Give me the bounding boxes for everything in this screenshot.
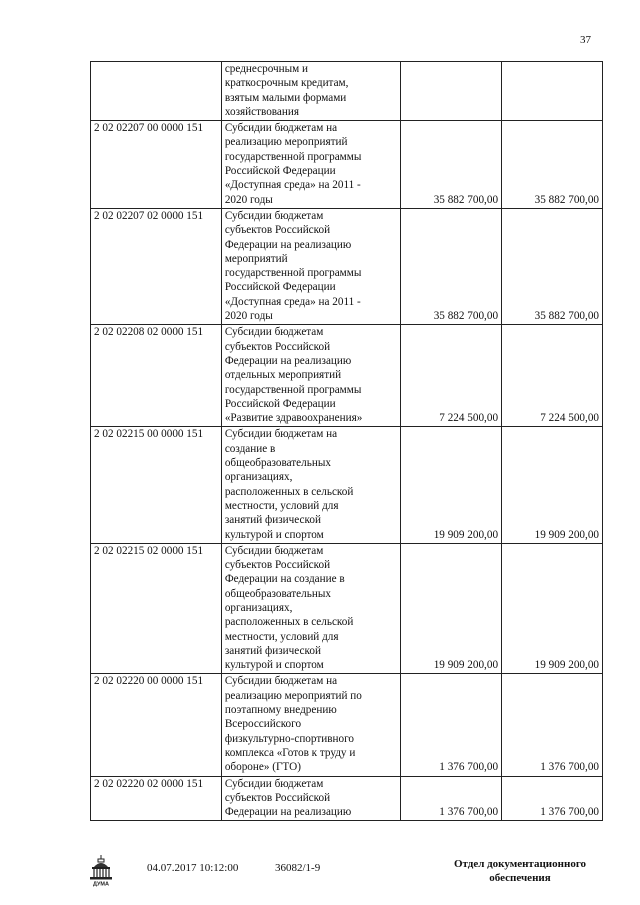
description-line: поэтапному внедрению [224,704,337,717]
amount-cell-2 [502,62,603,121]
description-line: отдельных мероприятий [224,369,342,382]
description-line: местности, условий для [224,630,339,643]
budget-code-cell [91,62,222,121]
description-line: реализацию мероприятий по [224,689,362,702]
budget-code-cell: 2 02 02220 00 0000 151 [91,674,222,776]
table-row [91,543,603,674]
logo-text: ДУМА [93,881,109,887]
description-line: Субсидии бюджетам [224,777,324,790]
table-row [91,121,603,209]
description-line: Федерации на реализацию [224,806,352,819]
budget-code-cell: 2 02 02207 00 0000 151 [91,121,222,209]
description-line: государственной программы [224,150,362,163]
description-line: физкультурно-спортивного [224,732,354,745]
description-cell [221,674,400,776]
amount-cell-2: 7 224 500,00 [502,325,603,427]
description-line: обороне» (ГТО) [224,761,301,774]
description-line: общеобразовательных [224,587,331,600]
table-row [91,776,603,821]
description-line: организациях, [224,471,293,484]
description-line: субъектов Российской [224,340,331,353]
budget-code-cell: 2 02 02220 02 0000 151 [91,776,222,821]
description-line: занятий физической [224,514,321,527]
description-line: мероприятий [224,252,288,265]
amount-cell-1: 1 376 700,00 [401,776,502,821]
description-line: взятым малыми формами [224,91,347,104]
budget-table-body [91,62,603,821]
description-line: Всероссийского [224,718,302,731]
description-line: комплекса «Готов к труду и [224,746,356,759]
amount-cell-1: 35 882 700,00 [401,208,502,324]
description-cell [221,208,400,324]
footer-department-line2: обеспечения [489,872,551,884]
description-line: занятий физической [224,644,321,657]
description-line: «Доступная среда» на 2011 - [224,295,361,308]
table-row [91,325,603,427]
description-line: реализацию мероприятий [224,136,348,149]
page-number: 37 [580,34,591,46]
description-line: Федерации на реализацию [224,238,352,251]
description-line: местности, условий для [224,499,339,512]
footer-department-line1: Отдел документационного [453,858,587,870]
amount-cell-1: 7 224 500,00 [401,325,502,427]
description-cell [221,776,400,821]
budget-code-cell: 2 02 02207 02 0000 151 [91,208,222,324]
amount-cell-1: 35 882 700,00 [401,121,502,209]
page-footer [0,852,640,892]
description-line: Федерации на создание в [224,573,345,586]
description-line: государственной программы [224,267,362,280]
table-row [91,208,603,324]
description-line: организациях, [224,601,293,614]
description-line: Субсидии бюджетам [224,209,324,222]
description-line: субъектов Российской [224,791,331,804]
budget-table [90,61,603,821]
description-line: «Доступная среда» на 2011 - [224,179,361,192]
description-line: Субсидии бюджетам на [224,428,338,441]
amount-cell-2: 35 882 700,00 [502,208,603,324]
description-line: Российской Федерации [224,281,336,294]
description-line: Российской Федерации [224,165,336,178]
description-cell [221,62,400,121]
description-line: Субсидии бюджетам на [224,675,338,688]
description-line: 2020 годы [224,310,273,323]
budget-code-cell: 2 02 02215 02 0000 151 [91,543,222,674]
description-line: культурой и спортом [224,528,324,541]
amount-cell-1: 1 376 700,00 [401,674,502,776]
description-line: культурой и спортом [224,659,324,672]
description-cell [221,121,400,209]
description-line: краткосрочным кредитам, [224,77,349,90]
budget-code-cell: 2 02 02208 02 0000 151 [91,325,222,427]
description-line: Субсидии бюджетам [224,326,324,339]
description-line: государственной программы [224,383,362,396]
amount-cell-1 [401,62,502,121]
description-line: общеобразовательных [224,457,331,470]
description-line: хозяйствования [224,105,300,118]
description-line: расположенных в сельской [224,485,354,498]
duma-logo-icon [88,853,114,887]
description-line: субъектов Российской [224,224,331,237]
footer-datetime: 04.07.2017 10:12:00 [147,862,239,874]
description-line: Федерации на реализацию [224,354,352,367]
table-row [91,427,603,543]
footer-department [440,857,600,885]
amount-cell-1: 19 909 200,00 [401,427,502,543]
amount-cell-2: 19 909 200,00 [502,543,603,674]
amount-cell-2: 1 376 700,00 [502,674,603,776]
description-line: «Развитие здравоохранения» [224,412,363,425]
description-line: Российской Федерации [224,397,336,410]
table-row [91,674,603,776]
table-row [91,62,603,121]
description-line: 2020 годы [224,193,273,206]
budget-code-cell: 2 02 02215 00 0000 151 [91,427,222,543]
description-line: Субсидии бюджетам [224,544,324,557]
amount-cell-2: 35 882 700,00 [502,121,603,209]
description-cell [221,543,400,674]
description-line: Субсидии бюджетам на [224,122,338,135]
amount-cell-2: 19 909 200,00 [502,427,603,543]
description-line: среднесрочным и [224,63,308,75]
description-line: расположенных в сельской [224,616,354,629]
description-cell [221,325,400,427]
amount-cell-2: 1 376 700,00 [502,776,603,821]
amount-cell-1: 19 909 200,00 [401,543,502,674]
description-line: создание в [224,442,276,455]
description-line: субъектов Российской [224,559,331,572]
description-cell [221,427,400,543]
footer-doc-number: 36082/1-9 [275,862,321,874]
